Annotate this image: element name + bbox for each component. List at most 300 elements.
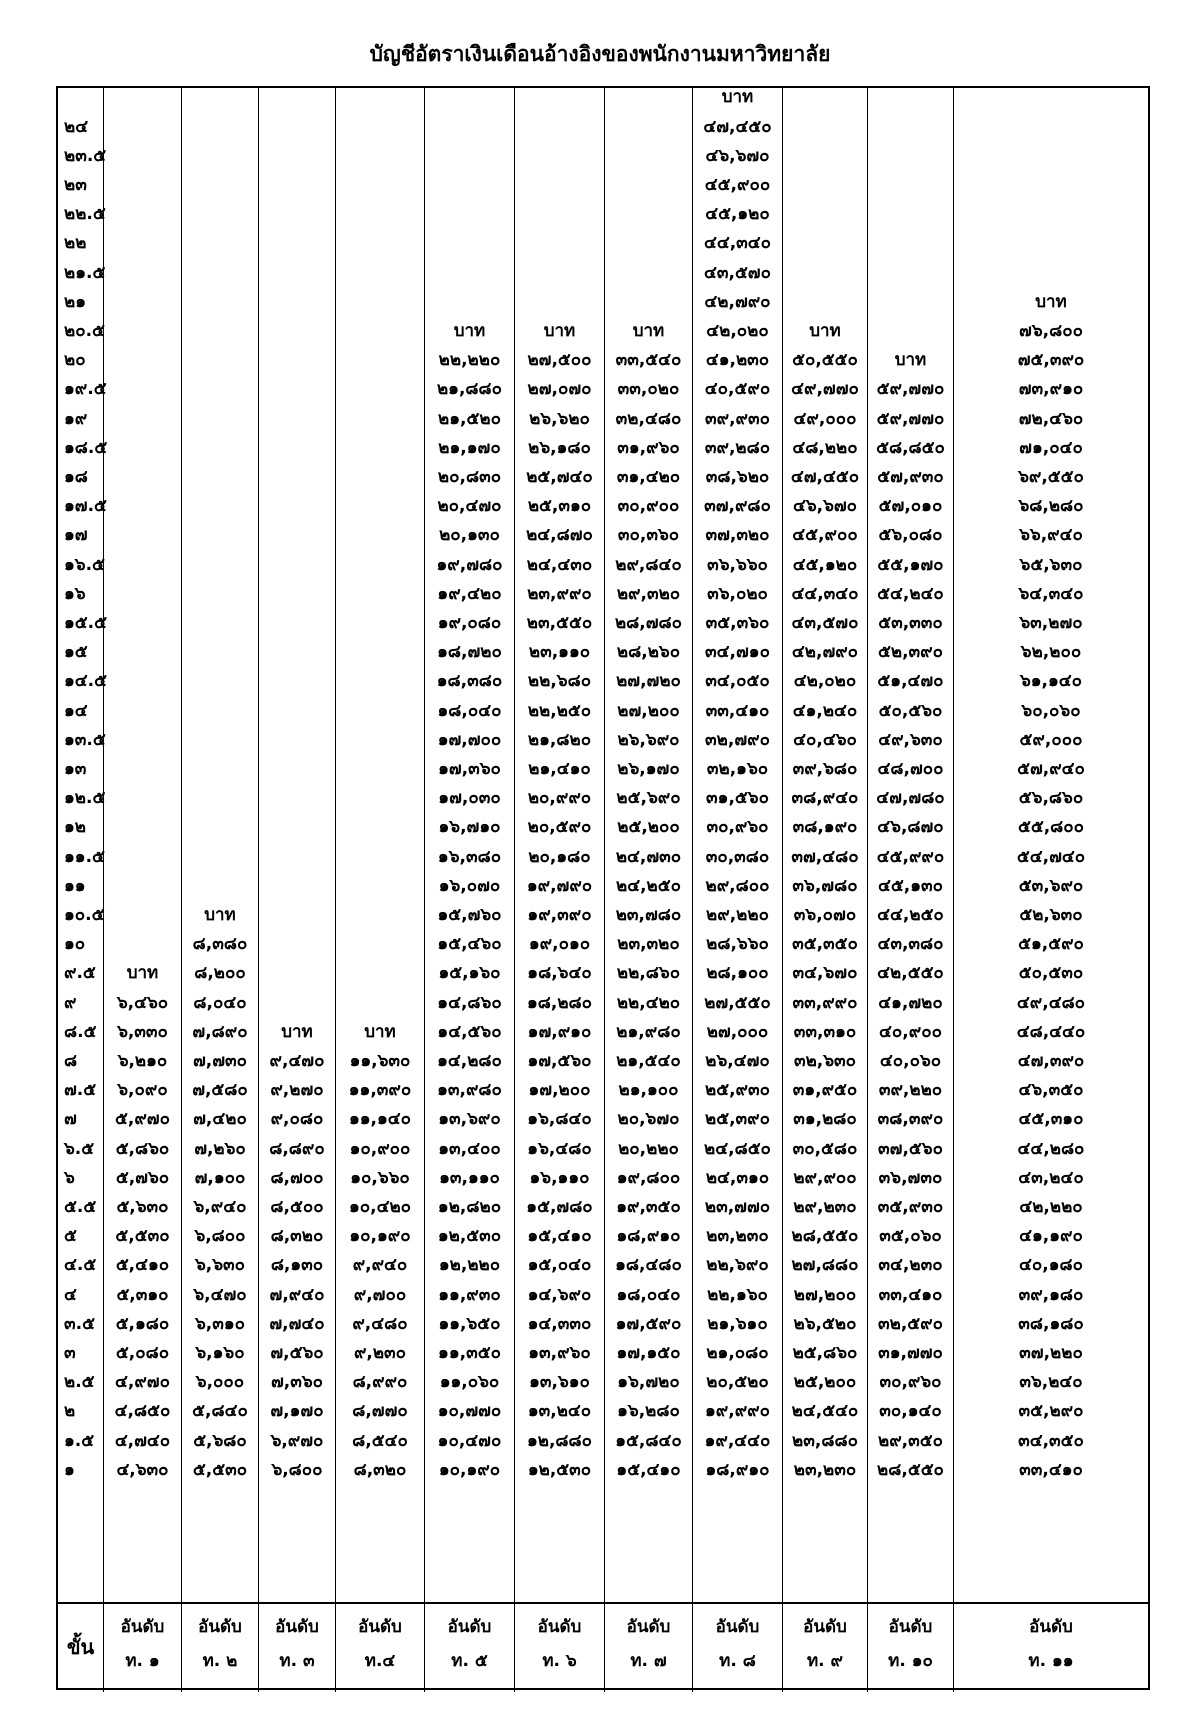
salary-cell: ๗,๗๓๐ [192,1050,248,1071]
salary-cell: ๘,๓๒๐ [270,1226,324,1247]
salary-cell: ๖,๐๐๐ [195,1372,245,1393]
salary-cell: ๒๖,๕๒๐ [793,1313,857,1334]
salary-cell: ๒๙,๒๓๐ [793,1196,857,1217]
step-label: ๒๑ [64,291,86,312]
salary-cell: ๓๗,๕๖๐ [878,1138,943,1159]
salary-cell: ๒๑,๑๐๐ [618,1080,679,1101]
step-label: ๑๔.๕ [64,671,107,692]
salary-cell: ๒๖,๖๙๐ [617,729,680,750]
step-label: ๒.๕ [64,1372,95,1393]
salary-cell: ๖,๓๓๐ [117,1021,168,1042]
unit-label: บาท [126,963,159,984]
salary-cell: ๒๑,๐๘๐ [706,1342,769,1363]
salary-cell: ๑๐,๖๖๐ [350,1167,410,1188]
salary-cell: ๔๐,๑๘๐ [1019,1255,1083,1276]
salary-cell: ๕,๐๘๐ [115,1342,170,1363]
salary-cell: ๓๖,๒๔๐ [1019,1372,1083,1393]
salary-cell: ๒๒,๒๕๐ [527,700,592,721]
salary-cell: ๓๘,๖๒๐ [705,466,770,487]
rank-header-label: อันดับ [715,1617,760,1637]
salary-cell: ๔๑,๑๙๐ [1019,1226,1083,1247]
salary-cell: ๘,๓๘๐ [192,934,248,955]
salary-cell: ๓๘,๑๙๐ [792,817,858,838]
salary-cell: ๑๒,๘๒๐ [437,1196,502,1217]
salary-cell: ๒๓,๗๗๐ [704,1196,771,1217]
unit-label: บาท [809,320,841,341]
salary-cell: ๖๖,๙๔๐ [1019,525,1083,546]
salary-cell: ๒๕,๒๐๐ [793,1372,857,1393]
unit-label: บาท [204,904,236,925]
rank-column [181,88,258,1602]
salary-cell: ๓๑,๕๖๐ [706,788,769,809]
step-label: ๒๒.๕ [64,204,106,225]
salary-cell: ๒๘,๑๐๐ [706,963,769,984]
salary-cell: ๖๐,๐๖๐ [1021,700,1081,721]
salary-cell: ๒๐,๙๙๐ [527,788,592,809]
salary-cell: ๒๑,๘๒๐ [527,729,592,750]
salary-cell: ๒๐,๑๓๐ [439,525,500,546]
rank-header-label: อันดับ [888,1617,933,1637]
step-label: ๑๕.๕ [64,612,107,633]
rank-header-label: อันดับ [358,1617,402,1637]
step-label: ๑๒.๕ [64,788,106,809]
salary-cell: ๒๖,๑๘๐ [528,437,591,458]
salary-cell: ๖,๐๙๐ [117,1080,168,1101]
salary-cell: ๔๒,๕๕๐ [877,963,944,984]
salary-cell: ๕,๘๔๐ [192,1401,248,1422]
salary-cell: ๔๔,๓๔๐ [703,233,772,254]
salary-cell: ๒๓,๑๑๐ [528,642,591,663]
salary-cell: ๖๘,๒๘๐ [1018,496,1084,517]
rank-header [335,1604,424,1692]
step-label: ๒๐ [64,350,86,371]
salary-cell: ๓๓,๙๙๐ [792,992,858,1013]
salary-cell: ๒๐,๕๙๐ [527,817,592,838]
salary-cell: ๕๔,๒๔๐ [877,583,944,604]
salary-cell: ๒๑,๘๘๐ [436,379,503,400]
salary-cell: ๑๑,๖๓๐ [349,1050,411,1071]
salary-cell: ๓๔,๐๕๐ [705,671,770,692]
salary-cell: ๒๐,๔๗๐ [437,496,502,517]
salary-cell: ๒๒,๒๒๐ [438,350,501,371]
salary-cell: ๗,๑๗๐ [270,1401,324,1422]
salary-cell: ๓๗,๙๘๐ [704,496,771,517]
step-label: ๒๑.๕ [64,262,106,283]
salary-cell: ๔๓,๒๔๐ [1018,1167,1084,1188]
salary-cell: ๙,๙๔๐ [352,1255,408,1276]
salary-cell: ๔๘,๗๐๐ [877,758,944,779]
salary-cell: ๑๙,๗๘๐ [436,554,503,575]
salary-cell: ๘,๓๒๐ [353,1459,407,1480]
salary-cell: ๔๕,๑๒๐ [705,204,770,225]
salary-cell: ๒๒,๖๙๐ [706,1255,769,1276]
rank-header [604,1604,692,1692]
salary-cell: ๑๗,๐๓๐ [438,788,501,809]
salary-cell: ๕,๗๖๐ [115,1167,170,1188]
salary-cell: ๑๑,๑๔๐ [348,1109,412,1130]
rank-column [258,88,335,1602]
salary-cell: ๓๘,๙๔๐ [791,788,859,809]
salary-cell: ๓๒,๔๘๐ [615,408,682,429]
salary-cell: ๓๔,๒๓๐ [878,1255,943,1276]
salary-cell: ๑๑,๖๕๐ [438,1313,501,1334]
salary-cell: ๑๗,๒๐๐ [528,1080,591,1101]
salary-cell: ๕๗,๐๑๐ [878,496,943,517]
rank-header [103,1604,181,1692]
salary-cell: ๑๓,๙๘๐ [437,1080,502,1101]
salary-cell: ๔๙,๔๘๐ [1016,992,1086,1013]
rank-column [953,88,1148,1602]
salary-cell: ๗,๒๖๐ [194,1138,246,1159]
step-label: ๑๙ [64,408,88,429]
salary-cell: ๖,๙๗๐ [270,1430,324,1451]
salary-cell: ๑๓,๖๑๐ [529,1372,590,1393]
salary-cell: ๓๖,๐๒๐ [707,583,768,604]
salary-cell: ๕๐,๕๓๐ [1018,963,1084,984]
salary-cell: ๑๗,๗๐๐ [437,729,502,750]
salary-cell: ๑๕,๗๖๐ [437,904,502,925]
salary-cell: ๒๖,๔๗๐ [705,1050,770,1071]
salary-cell: ๓๓,๔๑๐ [705,700,770,721]
salary-cell: ๕๐,๕๖๐ [878,700,943,721]
step-label: ๓ [64,1342,76,1363]
salary-cell: ๓๘,๑๘๐ [1018,1313,1084,1334]
salary-cell: ๓๒,๕๙๐ [878,1313,943,1334]
step-label: ๑๑ [64,875,86,896]
salary-cell: ๑๔,๒๘๐ [437,1050,502,1071]
salary-cell: ๒๑,๖๑๐ [707,1313,768,1334]
salary-cell: ๖,๔๖๐ [116,992,169,1013]
rank-column [692,88,782,1602]
salary-cell: ๙,๒๓๐ [353,1342,407,1363]
salary-cell: ๑๖,๐๗๐ [438,875,501,896]
salary-cell: ๔๖,๖๗๐ [705,145,770,166]
salary-cell: ๒๐,๕๒๐ [706,1372,769,1393]
rank-header [782,1604,867,1692]
salary-cell: ๒๔,๒๕๐ [616,875,681,896]
salary-cell: ๖,๘๐๐ [271,1459,323,1480]
salary-cell: ๓๙,๒๘๐ [704,437,771,458]
salary-cell: ๓๑,๔๒๐ [616,466,681,487]
salary-cell: ๕๔,๗๔๐ [1016,846,1086,867]
rank-code: ท. ๗ [630,1651,667,1671]
rank-column [782,88,867,1602]
salary-cell: ๑๖,๗๑๐ [438,817,501,838]
salary-cell: ๑๐,๑๙๐ [438,1459,501,1480]
step-label: ๑๐.๕ [64,904,105,925]
salary-cell: ๕,๑๘๐ [115,1313,170,1334]
salary-cell: ๒๒,๘๖๐ [616,963,681,984]
salary-cell: ๕๓,๖๙๐ [1018,875,1084,896]
salary-cell: ๑๕,๔๖๐ [437,934,502,955]
salary-cell: ๑๖,๒๘๐ [617,1401,680,1422]
salary-cell: ๒๙,๓๒๐ [616,583,681,604]
salary-cell: ๑๘,๐๔๐ [616,1284,681,1305]
salary-cell: ๖,๘๐๐ [194,1226,246,1247]
salary-cell: ๔,๘๕๐ [114,1401,171,1422]
salary-cell: ๔๗,๗๘๐ [876,788,945,809]
salary-cell: ๓๕,๐๖๐ [879,1226,942,1247]
rank-header-label: อันดับ [1029,1617,1073,1637]
salary-cell: ๒๐,๒๒๐ [618,1138,679,1159]
step-label: ๕ [64,1226,77,1247]
salary-cell: ๑๗,๙๑๐ [527,1021,592,1042]
step-label: ๑๘ [64,466,88,487]
rank-header [692,1604,782,1692]
step-label: ๑๘.๕ [64,437,108,458]
salary-cell: ๕๒,๖๓๐ [1019,904,1083,925]
salary-cell: ๒๓,๓๒๐ [617,934,680,955]
salary-cell: ๓๘,๓๙๐ [877,1109,944,1130]
salary-cell: ๒๘,๖๖๐ [706,934,769,955]
salary-cell: ๔๔,๒๘๐ [1017,1138,1085,1159]
unit-label: บาท [364,1021,396,1042]
salary-cell: ๓๐,๙๖๐ [706,817,769,838]
salary-cell: ๑๖,๔๘๐ [527,1138,592,1159]
salary-cell: ๓๗,๔๘๐ [791,846,859,867]
salary-cell: ๕๙,๗๗๐ [876,408,945,429]
salary-cell: ๒๔,๕๔๐ [791,1401,859,1422]
rank-header [953,1604,1148,1692]
salary-cell: ๓๐,๓๖๐ [617,525,680,546]
salary-cell: ๓๑,๙๕๐ [792,1080,858,1101]
salary-cell: ๗,๔๒๐ [193,1109,247,1130]
rank-code: ท. ๕ [451,1651,488,1671]
rank-code: ท. ๙ [806,1651,844,1671]
salary-cell: ๒๖,๑๗๐ [617,758,680,779]
salary-cell: ๕,๖๘๐ [193,1430,247,1451]
salary-cell: ๑๓,๒๔๐ [527,1401,592,1422]
step-label: ๒๓ [64,174,87,195]
step-label: ๙.๕ [64,963,96,984]
salary-cell: ๒๕,๒๐๐ [617,817,680,838]
salary-cell: ๔๕,๑๓๐ [878,875,943,896]
salary-cell: ๒๘,๕๕๐ [877,1459,944,1480]
step-header-label: ขั้น [66,1635,95,1659]
salary-cell: ๔๑,๒๓๐ [705,350,770,371]
salary-cell: ๑๒,๕๓๐ [527,1459,592,1480]
rank-code: ท. ๑๐ [888,1651,933,1671]
step-label: ๗ [64,1109,77,1130]
salary-cell: ๕๗,๙๓๐ [877,466,944,487]
salary-cell: ๓๐,๙๖๐ [879,1372,942,1393]
salary-cell: ๓๗,๒๒๐ [1019,1342,1083,1363]
salary-cell: ๓๓,๔๑๐ [878,1284,943,1305]
salary-cell: ๑๘,๔๘๐ [615,1255,682,1276]
salary-cell: ๔๐,๐๖๐ [879,1050,942,1071]
salary-cell: ๓๒,๗๙๐ [705,729,770,750]
salary-cell: ๑๔,๓๓๐ [527,1313,592,1334]
salary-cell: ๒๕,๙๓๐ [705,1080,770,1101]
salary-cell: ๓๖,๖๖๐ [707,554,768,575]
salary-cell: ๙,๗๐๐ [353,1284,407,1305]
salary-cell: ๙,๔๘๐ [352,1313,408,1334]
rank-header [867,1604,953,1692]
salary-cell: ๓๐,๙๐๐ [617,496,680,517]
salary-cell: ๑๑,๐๖๐ [439,1372,500,1393]
salary-cell: ๑๘,๒๘๐ [526,992,593,1013]
salary-cell: ๑๕,๑๖๐ [438,963,501,984]
salary-cell: ๔๘,๒๒๐ [792,437,858,458]
salary-cell: ๒๔,๓๑๐ [705,1167,770,1188]
salary-cell: ๕๕,๑๗๐ [877,554,944,575]
salary-cell: ๔๐,๙๐๐ [879,1021,942,1042]
salary-cell: ๔๔,๓๔๐ [791,583,859,604]
salary-cell: ๒๓,๕๕๐ [526,612,593,633]
salary-cell: ๕๐,๕๕๐ [792,350,858,371]
salary-cell: ๓๓,๔๑๐ [1019,1459,1083,1480]
salary-cell: ๖๕,๖๓๐ [1019,554,1083,575]
salary-cell: ๓๔,๖๗๐ [792,963,858,984]
rank-code: ท. ๓ [279,1651,315,1671]
rank-header-label: อันดับ [198,1617,242,1637]
salary-cell: ๑๔,๕๖๐ [437,1021,502,1042]
salary-cell: ๑๑,๓๙๐ [348,1080,412,1101]
salary-cell: ๒๔,๘๕๐ [704,1138,771,1159]
salary-cell: ๓๙,๒๒๐ [878,1080,943,1101]
salary-cell: ๒๓,๗๘๐ [615,904,682,925]
salary-cell: ๔,๗๔๐ [114,1430,171,1451]
salary-cell: ๑๘,๐๔๐ [437,700,502,721]
salary-cell: ๓๐,๓๘๐ [705,846,770,867]
salary-cell: ๑๖,๓๘๐ [437,846,502,867]
step-label: ๑๓ [64,758,87,779]
salary-cell: ๒๗,๒๐๐ [793,1284,857,1305]
salary-cell: ๒๙,๙๐๐ [793,1167,857,1188]
salary-cell: ๒๐,๘๓๐ [437,466,502,487]
salary-cell: ๘,๕๔๐ [352,1430,408,1451]
step-label: ๑๒ [64,817,86,838]
rank-header-label: อันดับ [120,1617,165,1637]
salary-cell: ๗,๑๐๐ [194,1167,246,1188]
salary-cell: ๔๔,๒๕๐ [877,904,944,925]
rank-header [424,1604,514,1692]
unit-label: บาท [894,350,927,371]
salary-cell: ๑๙,๐๑๐ [528,934,591,955]
salary-cell: ๕๙,๗๗๐ [876,379,945,400]
salary-cell: ๔๖,๖๗๐ [792,496,858,517]
salary-cell: ๓๕,๓๖๐ [705,612,770,633]
salary-cell: ๑๙,๓๙๐ [527,904,592,925]
step-header [58,1604,103,1692]
salary-cell: ๑๐,๔๒๐ [348,1196,412,1217]
step-label: ๒๓.๕ [64,145,107,166]
salary-cell: ๒๗,๒๐๐ [617,700,680,721]
unit-label: บาท [281,1021,313,1042]
salary-cell: ๔๙,๐๐๐ [793,408,857,429]
salary-cell: ๒๑,๔๑๐ [528,758,591,779]
salary-cell: ๓๖,๗๘๐ [792,875,858,896]
step-label: ๒ [64,1401,76,1422]
salary-cell: ๗,๕๖๐ [270,1342,324,1363]
salary-cell: ๑๕,๔๑๐ [616,1459,681,1480]
rank-code: ท.๔ [364,1651,396,1671]
salary-cell: ๒๙,๘๐๐ [705,875,770,896]
salary-cell: ๒๕,๗๔๐ [526,466,593,487]
step-label: ๑๐ [64,934,86,955]
rank-header-label: อันดับ [447,1617,492,1637]
salary-cell: ๓๓,๓๑๐ [793,1021,857,1042]
salary-cell: ๑๔,๖๙๐ [527,1284,592,1305]
salary-cell: ๖๓,๒๗๐ [1019,612,1083,633]
salary-cell: ๑๓,๖๙๐ [438,1109,501,1130]
salary-cell: ๒๕,๓๑๐ [527,496,592,517]
salary-cell: ๑๙,๓๕๐ [616,1196,681,1217]
salary-cell: ๑๐,๔๗๐ [437,1430,502,1451]
rank-column [103,88,181,1602]
salary-cell: ๗๕,๓๙๐ [1017,350,1085,371]
salary-cell: ๓๗,๓๒๐ [705,525,770,546]
salary-cell: ๘,๕๐๐ [270,1196,324,1217]
step-label: ๑๙.๕ [64,379,107,400]
unit-label: บาท [543,320,576,341]
salary-cell: ๕๗,๙๔๐ [1017,758,1085,779]
rank-column [867,88,953,1602]
salary-cell: ๖๙,๕๕๐ [1018,466,1084,487]
step-label: ๔.๕ [64,1255,97,1276]
salary-cell: ๗,๗๔๐ [269,1313,325,1334]
salary-cell: ๓๐,๑๔๐ [879,1401,942,1422]
rank-code: ท. ๘ [719,1651,756,1671]
salary-cell: ๖,๒๑๐ [117,1050,168,1071]
salary-cell: ๓๔,๓๕๐ [1018,1430,1084,1451]
step-label: ๘ [64,1050,78,1071]
salary-cell: ๒๘,๕๕๐ [791,1226,859,1247]
salary-cell: ๔๑,๒๔๐ [792,700,858,721]
salary-cell: ๕,๘๖๐ [115,1138,170,1159]
salary-cell: ๔๙,๗๗๐ [791,379,859,400]
step-label: ๖.๕ [64,1138,95,1159]
step-label: ๑๑.๕ [64,846,105,867]
salary-cell: ๒๐,๖๗๐ [617,1109,680,1130]
salary-cell: ๖๔,๓๔๐ [1018,583,1084,604]
step-label: ๑๖ [64,583,86,604]
salary-cell: ๔๕,๓๑๐ [1018,1109,1084,1130]
salary-cell: ๒๑,๑๗๐ [438,437,501,458]
salary-cell: ๙,๔๗๐ [269,1050,325,1071]
salary-cell: ๖,๔๗๐ [193,1284,247,1305]
salary-cell: ๒๕,๘๖๐ [792,1342,858,1363]
step-label: ๑.๕ [64,1430,95,1451]
salary-cell: ๑๓,๙๖๐ [528,1342,591,1363]
salary-cell: ๑๘,๓๘๐ [436,671,503,692]
salary-cell: ๔๕,๙๐๐ [792,525,858,546]
salary-cell: ๘,๙๙๐ [352,1372,408,1393]
salary-cell: ๕๓,๓๓๐ [878,612,943,633]
salary-cell: ๓๔,๗๑๐ [705,642,770,663]
salary-table [56,86,1150,1690]
salary-cell: ๑๙,๘๐๐ [616,1167,681,1188]
rank-column [604,88,692,1602]
step-label: ๑๖.๕ [64,554,105,575]
salary-cell: ๑๕,๔๑๐ [527,1226,592,1247]
salary-cell: ๑๖,๘๔๐ [527,1109,592,1130]
step-label: ๗.๕ [64,1080,97,1101]
salary-cell: ๔๓,๕๗๐ [704,262,771,283]
table-footer [58,1602,1148,1692]
salary-cell: ๒๓,๘๘๐ [792,1430,858,1451]
salary-cell: ๗๑,๐๔๐ [1019,437,1083,458]
step-label: ๒๐.๕ [64,320,105,341]
step-column [58,88,108,1602]
salary-cell: ๓๖,๐๗๐ [793,904,857,925]
salary-cell: ๔๓,๓๘๐ [877,934,944,955]
salary-cell: ๒๗,๕๕๐ [704,992,771,1013]
salary-cell: ๑๕,๘๔๐ [615,1430,682,1451]
salary-cell: ๑๖,๑๑๐ [529,1167,590,1188]
unit-label: บาท [721,87,754,108]
salary-cell: ๓๐,๕๘๐ [792,1138,858,1159]
